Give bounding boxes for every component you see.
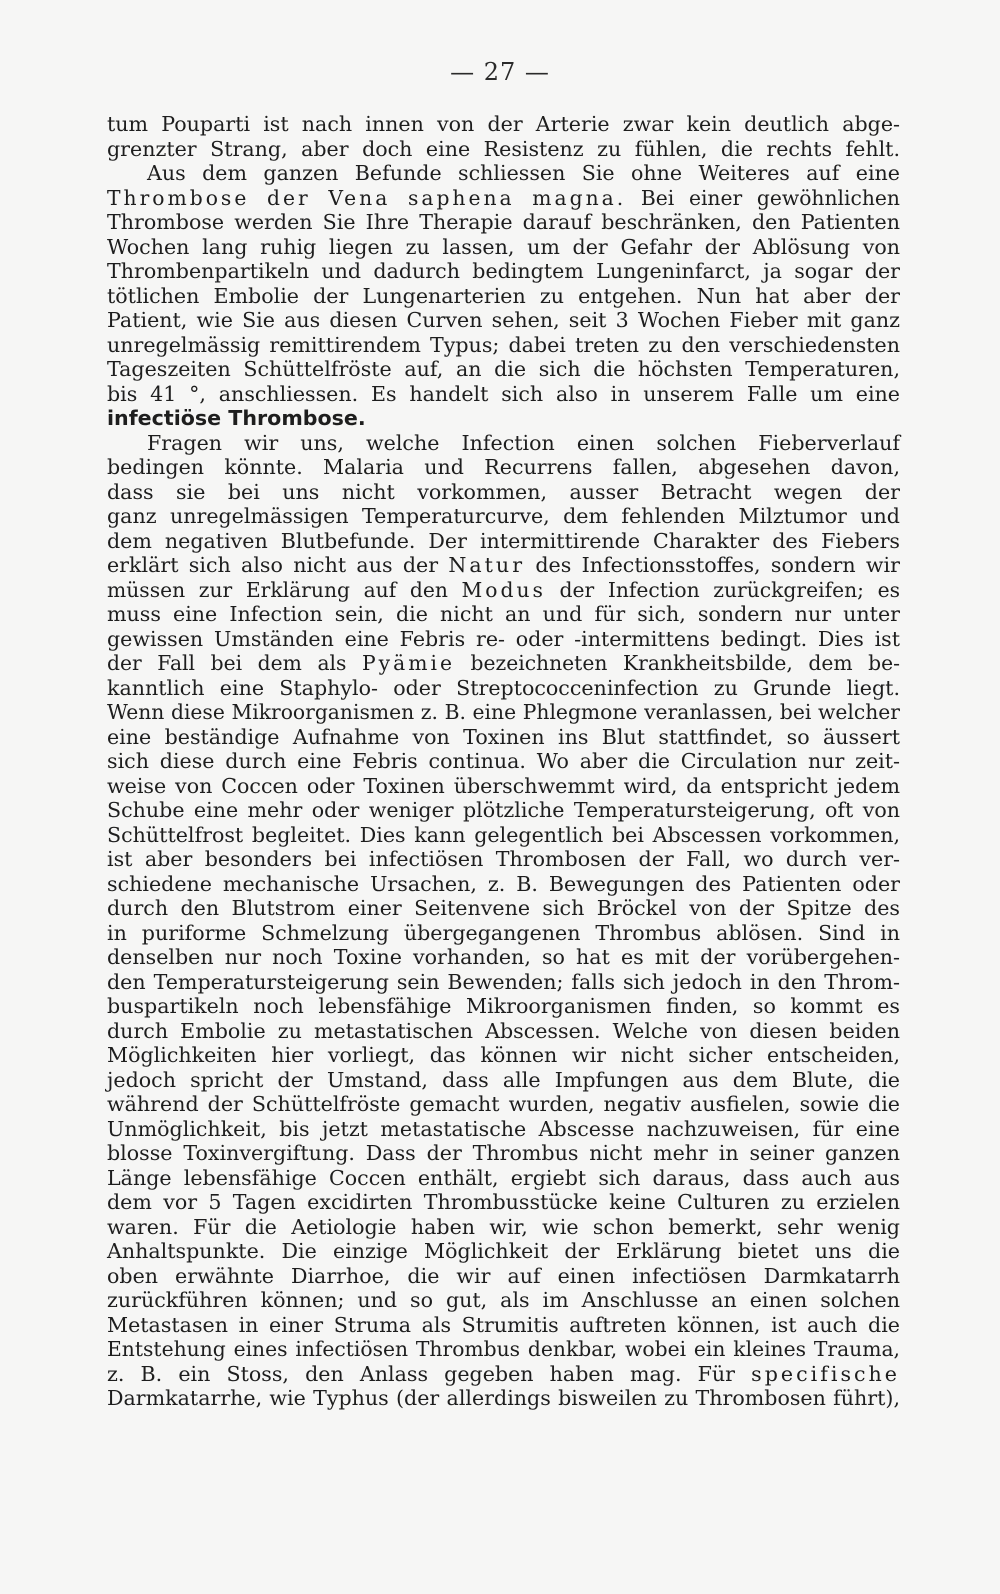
text-line xyxy=(107,627,900,652)
text-segment: dem vor 5 Tagen excidirten Thrombusstücke keine Culturen zu erzielen xyxy=(107,1190,900,1214)
text-segment: zurückführen können; und so gut, als im Anschlusse an einen solchen xyxy=(107,1288,900,1312)
text-segment: Fragen wir uns, welche Infection einen solchen Fieberverlauf xyxy=(147,430,900,455)
text-line xyxy=(107,725,900,750)
text-line xyxy=(107,186,900,211)
text-segment: Bei einer gewöhnlichen xyxy=(626,185,900,210)
text-line xyxy=(107,896,900,921)
text-segment: Tageszeiten Schüttelfröste auf, an die sich die höchsten Temperaturen, xyxy=(107,357,900,381)
text-line xyxy=(107,480,900,505)
text-line xyxy=(107,553,900,578)
text-segment: waren. Für die Aetiologie haben wir, wie schon bemerkt, sehr wenig xyxy=(107,1214,900,1239)
text-segment: den Temperatursteigerung sein Bewenden; falls sich jedoch in den Throm- xyxy=(107,969,900,994)
text-segment: kanntlich eine Staphylo- oder Streptococceninfection zu Grunde liegt. xyxy=(107,675,900,700)
text-line xyxy=(107,112,900,137)
text-segment: Metastasen in einer Struma als Strumitis auftreten können, ist auch die xyxy=(107,1312,900,1337)
text-segment: Länge lebensfähige Coccen enthält, ergiebt sich daraus, dass auch aus xyxy=(107,1165,900,1190)
text-line xyxy=(107,406,900,431)
spaced-emphasis: Pyämie xyxy=(362,651,455,675)
page-number: — 27 — xyxy=(450,58,550,86)
text-line xyxy=(107,1386,900,1411)
text-segment: Möglichkeiten hier vorliegt, das können wir nicht sicher entscheiden, xyxy=(107,1043,900,1067)
text-line xyxy=(107,578,900,603)
spaced-emphasis: specifische xyxy=(751,1361,900,1386)
text-line xyxy=(107,872,900,897)
text-segment: bezeichneten Krankheitsbilde, dem be- xyxy=(454,651,900,675)
text-line xyxy=(107,431,900,456)
text-line xyxy=(107,676,900,701)
text-line xyxy=(107,1313,900,1338)
text-line xyxy=(107,382,900,407)
text-segment: jedoch spricht der Umstand, dass alle Impfungen aus dem Blute, die xyxy=(107,1067,900,1092)
text-line xyxy=(107,921,900,946)
bold-phrase: infectiöse Thrombose. xyxy=(107,406,366,430)
text-segment: Unmöglichkeit, bis jetzt metastatische Abscesse nachzuweisen, für eine xyxy=(107,1116,900,1141)
text-segment: ganz unregelmässigen Temperaturcurve, dem fehlenden Milztumor und xyxy=(107,504,900,528)
text-line xyxy=(107,1337,900,1362)
text-segment: der Infection zurückgreifen; es xyxy=(545,577,900,602)
text-line xyxy=(107,161,900,186)
spaced-emphasis: Modus xyxy=(461,577,546,602)
text-segment: oben erwähnte Diarrhoe, die wir auf einen infectiösen Darmkatarrh xyxy=(107,1263,900,1288)
text-line xyxy=(107,455,900,480)
text-line xyxy=(107,210,900,235)
text-line xyxy=(107,1288,900,1313)
text-segment: ist aber besonders bei infectiösen Thrombosen der Fall, wo durch ver- xyxy=(107,847,900,871)
text-line xyxy=(107,823,900,848)
text-segment: denselben nur noch Toxine vorhanden, so hat es mit der vorübergehen- xyxy=(107,945,900,969)
text-segment: der Fall bei dem als xyxy=(107,651,363,675)
text-segment: Wochen lang ruhig liegen zu lassen, um der Gefahr der Ablösung von xyxy=(107,234,900,259)
text-segment: gewissen Umständen eine Febris re- oder -intermittens bedingt. Dies ist xyxy=(107,626,900,651)
text-segment: Schube eine mehr oder weniger plötzliche Temperatursteigerung, oft von xyxy=(107,798,900,822)
text-segment: schiedene mechanische Ursachen, z. B. Bewegungen des Patienten oder xyxy=(107,871,900,896)
text-line xyxy=(107,1166,900,1191)
text-line xyxy=(107,1068,900,1093)
text-line xyxy=(107,235,900,260)
text-segment: unregelmässig remittirendem Typus; dabei treten zu den verschiedensten xyxy=(107,332,900,357)
text-segment: tum Pouparti ist nach innen von der Arterie zwar kein deutlich abge- xyxy=(107,112,900,136)
text-line xyxy=(107,970,900,995)
text-line xyxy=(107,994,900,1019)
text-line xyxy=(107,1117,900,1142)
text-segment: während der Schüttelfröste gemacht wurden, negativ ausfielen, sowie die xyxy=(107,1092,900,1116)
text-segment: erklärt sich also nicht aus der xyxy=(107,553,449,577)
text-segment: Schüttelfrost begleitet. Dies kann gelegentlich bei Abscessen vorkommen, xyxy=(107,822,900,847)
text-line xyxy=(107,1362,900,1387)
text-line xyxy=(107,137,900,162)
text-segment: durch Embolie zu metastatischen Abscessen. Welche von diesen beiden xyxy=(107,1018,900,1043)
text-segment: Aus dem ganzen Befunde schliessen Sie ohne Weiteres auf eine xyxy=(147,161,900,185)
text-line xyxy=(107,308,900,333)
text-segment: dass sie bei uns nicht vorkommen, ausser Betracht wegen der xyxy=(107,479,900,504)
text-line xyxy=(107,504,900,529)
text-segment: Darmkatarrhe, wie Typhus (der allerdings bisweilen zu Thrombosen führt), xyxy=(107,1386,900,1410)
text-line xyxy=(107,1190,900,1215)
text-segment: Thrombose werden Sie Ihre Therapie darauf beschränken, den Patienten xyxy=(107,210,900,234)
text-segment: buspartikeln noch lebensfähige Mikroorganismen finden, so kommt es xyxy=(107,994,900,1018)
text-line xyxy=(107,798,900,823)
spaced-emphasis: Natur xyxy=(448,553,526,577)
text-line xyxy=(107,333,900,358)
text-line xyxy=(107,1043,900,1068)
text-segment: sich diese durch eine Febris continua. Wo aber die Circulation nur zeit- xyxy=(107,749,900,773)
text-line xyxy=(107,1239,900,1264)
text-segment: bedingen könnte. Malaria und Recurrens fallen, abgesehen davon, xyxy=(107,455,900,479)
text-segment: in puriforme Schmelzung übergegangenen Thrombus ablösen. Sind in xyxy=(107,920,900,945)
text-segment: müssen zur Erklärung auf den xyxy=(107,577,462,602)
text-line xyxy=(107,357,900,382)
text-segment: muss eine Infection sein, die nicht an und für sich, sondern nur unter xyxy=(107,602,900,626)
text-line xyxy=(107,1141,900,1166)
text-segment: z. B. ein Stoss, den Anlass gegeben haben mag. Für xyxy=(107,1361,752,1386)
text-line xyxy=(107,259,900,284)
text-segment: des Infectionsstoffes, sondern wir xyxy=(525,553,900,577)
spaced-emphasis: Thrombose der Vena saphena magna. xyxy=(107,185,627,210)
text-line xyxy=(107,529,900,554)
text-line xyxy=(107,774,900,799)
text-segment: Entstehung eines infectiösen Thrombus denkbar, wobei ein kleines Trauma, xyxy=(107,1337,900,1361)
body-text xyxy=(107,112,900,1411)
text-segment: Anhaltspunkte. Die einzige Möglichkeit der Erklärung bietet uns die xyxy=(107,1239,900,1263)
text-line xyxy=(107,749,900,774)
text-line xyxy=(107,1019,900,1044)
text-segment: bis 41 °, anschliessen. Es handelt sich also in unserem Falle um eine xyxy=(107,381,900,406)
text-line xyxy=(107,847,900,872)
text-segment: grenzter Strang, aber doch eine Resistenz zu fühlen, die rechts fehlt. xyxy=(107,136,900,161)
text-segment: durch den Blutstrom einer Seitenvene sich Bröckel von der Spitze des xyxy=(107,896,900,920)
text-segment: weise von Coccen oder Toxinen überschwemmt wird, da entspricht jedem xyxy=(107,773,900,798)
text-line xyxy=(107,284,900,309)
text-segment: blosse Toxinvergiftung. Dass der Thrombus nicht mehr in seiner ganzen xyxy=(107,1141,900,1165)
text-line xyxy=(107,1092,900,1117)
text-segment: eine beständige Aufnahme von Toxinen ins Blut stattfindet, so äussert xyxy=(107,724,900,749)
text-line xyxy=(107,602,900,627)
text-line xyxy=(107,945,900,970)
text-line xyxy=(107,1215,900,1240)
text-segment: tötlichen Embolie der Lungenarterien zu entgehen. Nun hat aber der xyxy=(107,283,900,308)
text-segment: Thrombenpartikeln und dadurch bedingtem Lungeninfarct, ja sogar der xyxy=(107,259,900,283)
text-line xyxy=(107,651,900,676)
text-segment: Wenn diese Mikroorganismen z. B. eine Phlegmone veranlassen, bei welcher xyxy=(107,700,900,724)
text-segment: Patient, wie Sie aus diesen Curven sehen, seit 3 Wochen Fieber mit ganz xyxy=(107,308,900,332)
text-line xyxy=(107,1264,900,1289)
text-segment: dem negativen Blutbefunde. Der intermittirende Charakter des Fiebers xyxy=(107,528,900,553)
text-line xyxy=(107,700,900,725)
